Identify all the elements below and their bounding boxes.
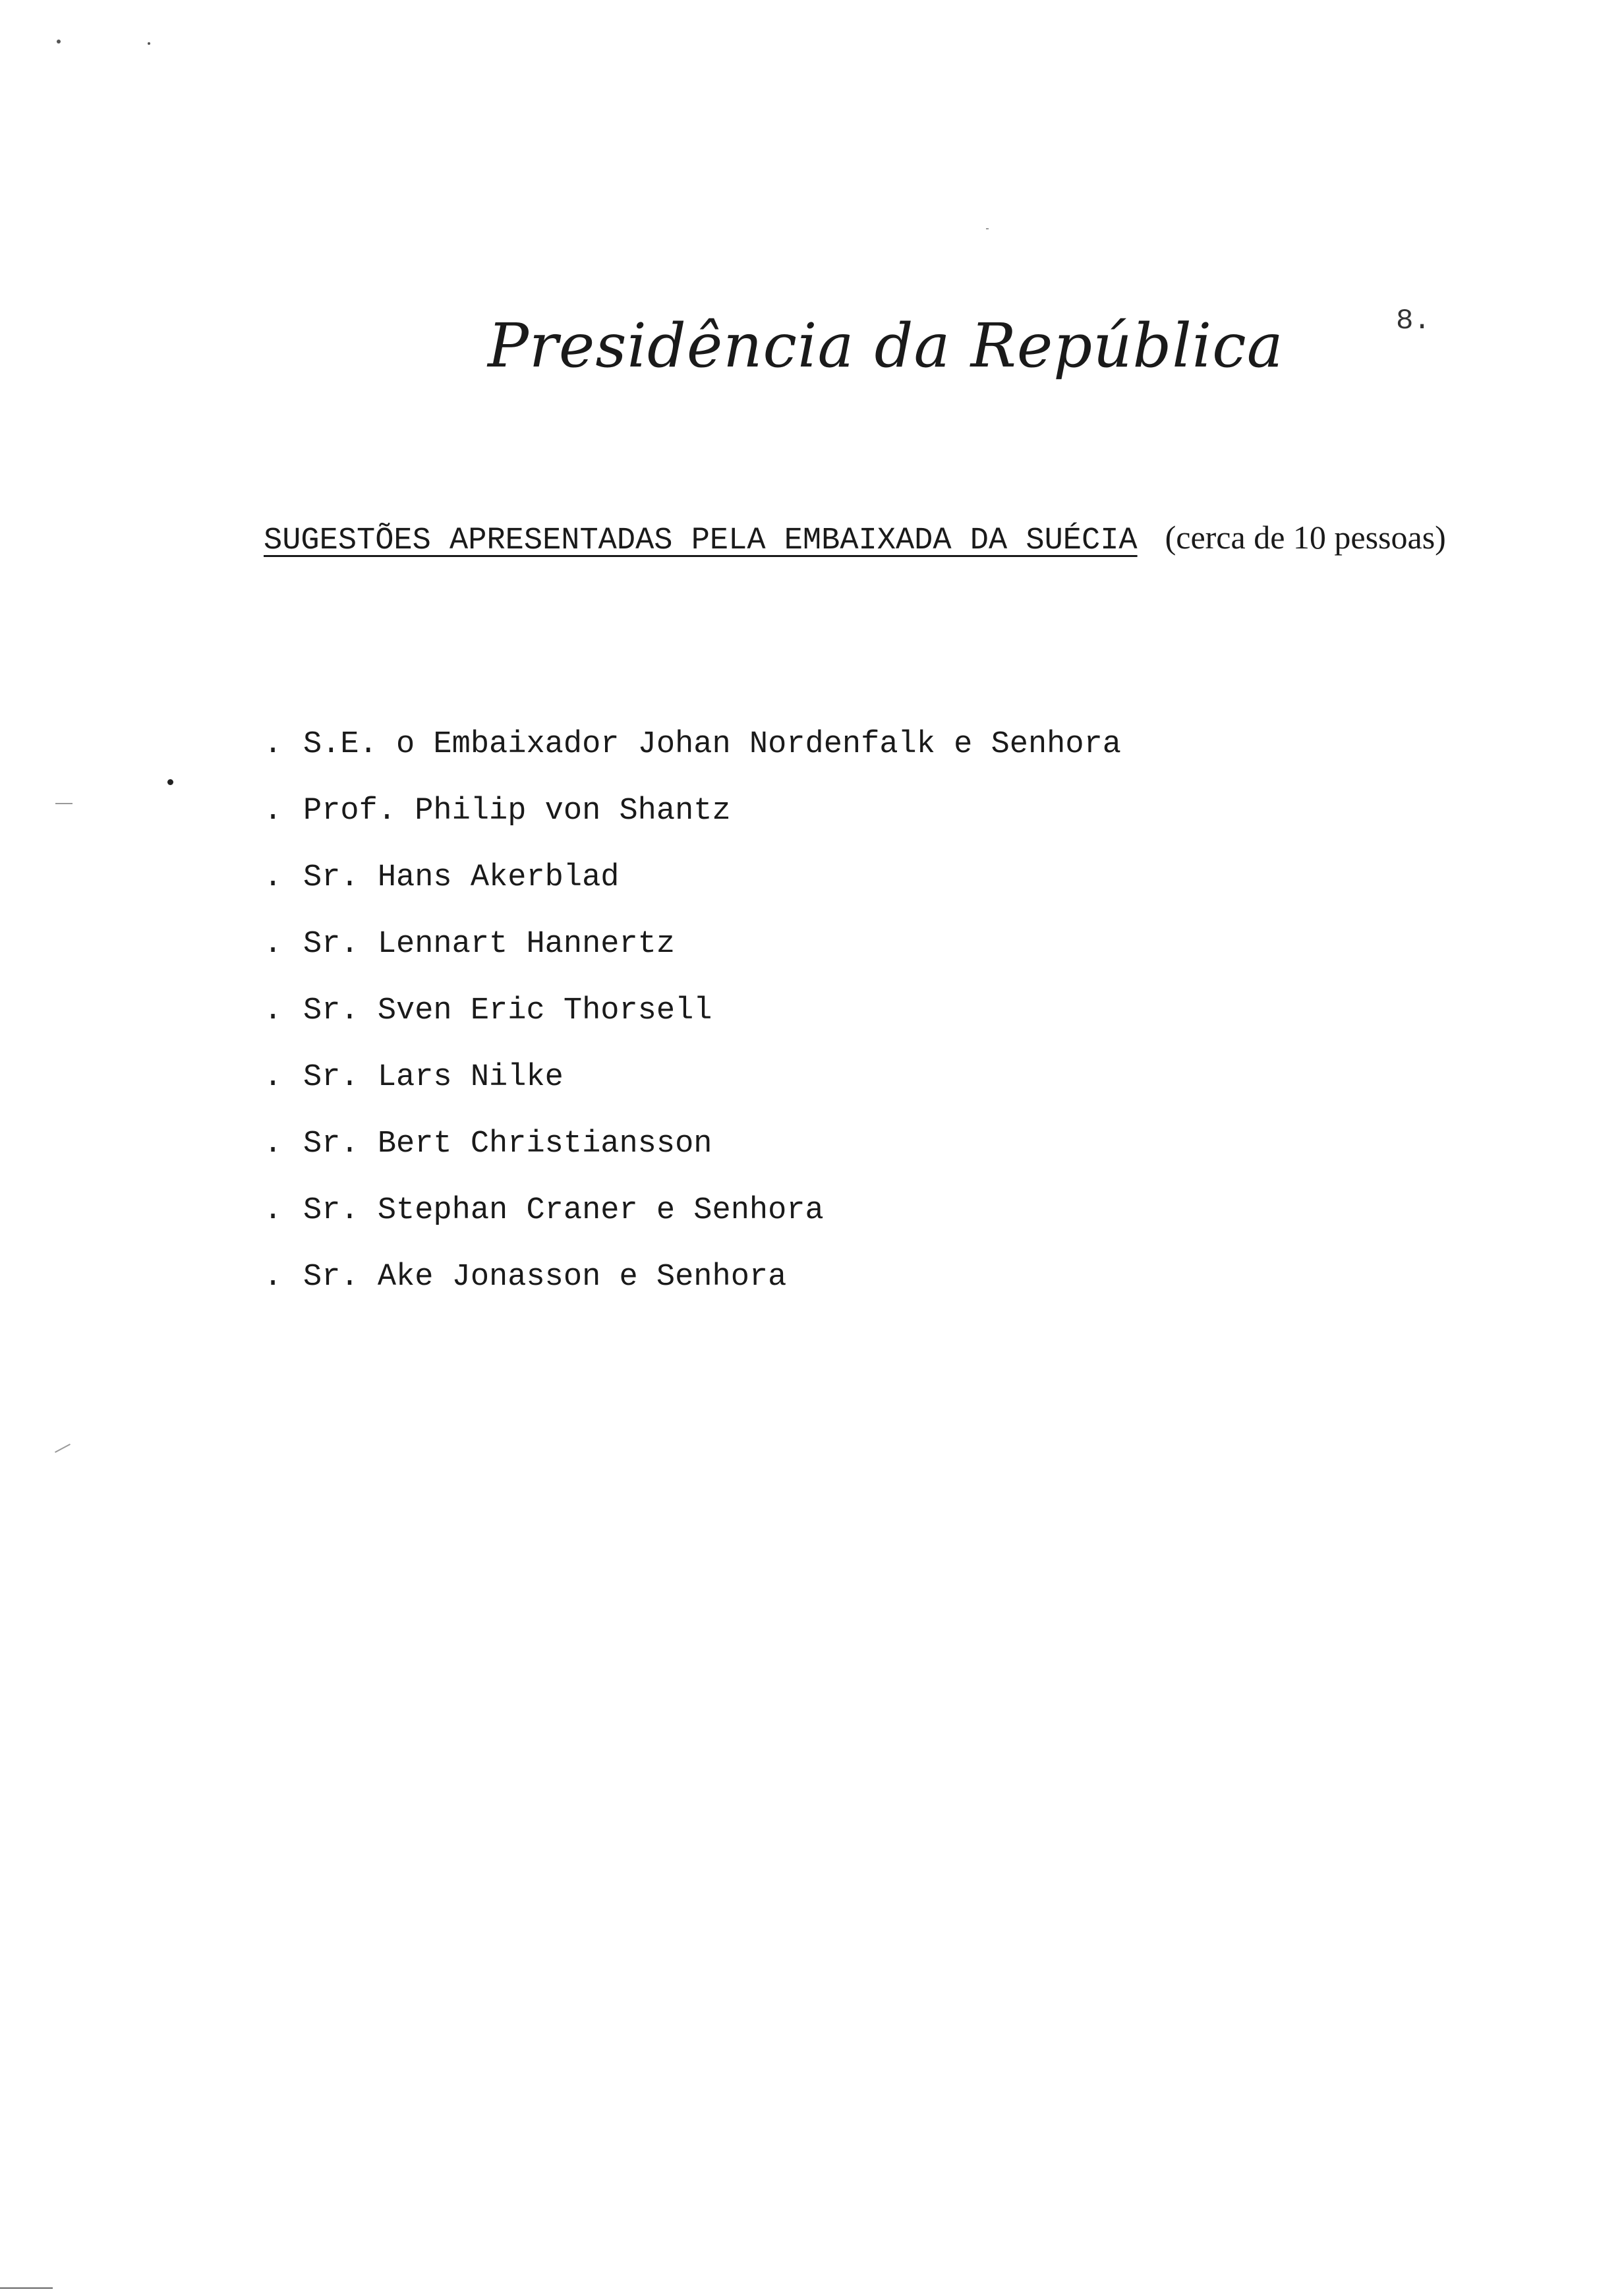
list-bullet: . xyxy=(264,1060,283,1095)
list-item xyxy=(264,1258,1121,1324)
list-bullet: . xyxy=(264,794,283,829)
list-bullet: . xyxy=(264,1127,283,1162)
section-heading xyxy=(264,518,1446,558)
list-item xyxy=(264,991,1121,1058)
letterhead-script: Presidência da República xyxy=(488,310,1284,381)
guest-name: Sr. Ake Jonasson e Senhora xyxy=(303,1260,787,1295)
guest-name: Sr. Hans Akerblad xyxy=(303,860,620,895)
list-item xyxy=(264,858,1121,925)
guest-name: S.E. o Embaixador Johan Nordenfalk e Senhora xyxy=(303,727,1122,762)
list-bullet: . xyxy=(264,1260,283,1295)
guest-name: Sr. Bert Christiansson xyxy=(303,1127,712,1162)
guest-name: Sr. Lars Nilke xyxy=(303,1060,564,1095)
list-bullet: . xyxy=(264,860,283,895)
heading-note: (cerca de 10 pessoas) xyxy=(1165,519,1446,556)
guest-list xyxy=(264,725,1121,1324)
scan-speck xyxy=(167,779,173,785)
list-item xyxy=(264,1191,1121,1258)
list-item xyxy=(264,725,1121,792)
guest-name: Sr. Stephan Craner e Senhora xyxy=(303,1193,824,1228)
guest-name: Sr. Sven Eric Thorsell xyxy=(303,993,712,1028)
scan-mark xyxy=(986,228,989,229)
list-item xyxy=(264,1058,1121,1125)
list-bullet: . xyxy=(264,993,283,1028)
page-number: 8. xyxy=(1396,305,1431,338)
scan-mark xyxy=(0,2287,53,2289)
list-item xyxy=(264,925,1121,991)
guest-name: Prof. Philip von Shantz xyxy=(303,794,731,829)
scan-mark xyxy=(55,803,72,804)
scan-speck xyxy=(148,42,150,45)
list-bullet: . xyxy=(264,727,283,762)
list-item xyxy=(264,1125,1121,1191)
list-bullet: . xyxy=(264,927,283,962)
heading-title: SUGESTÕES APRESENTADAS PELA EMBAIXADA DA SUÉCIA xyxy=(264,523,1138,558)
list-item xyxy=(264,792,1121,858)
list-bullet: . xyxy=(264,1193,283,1228)
scan-speck xyxy=(57,40,61,44)
scan-mark xyxy=(55,1444,71,1453)
guest-name: Sr. Lennart Hannertz xyxy=(303,927,676,962)
